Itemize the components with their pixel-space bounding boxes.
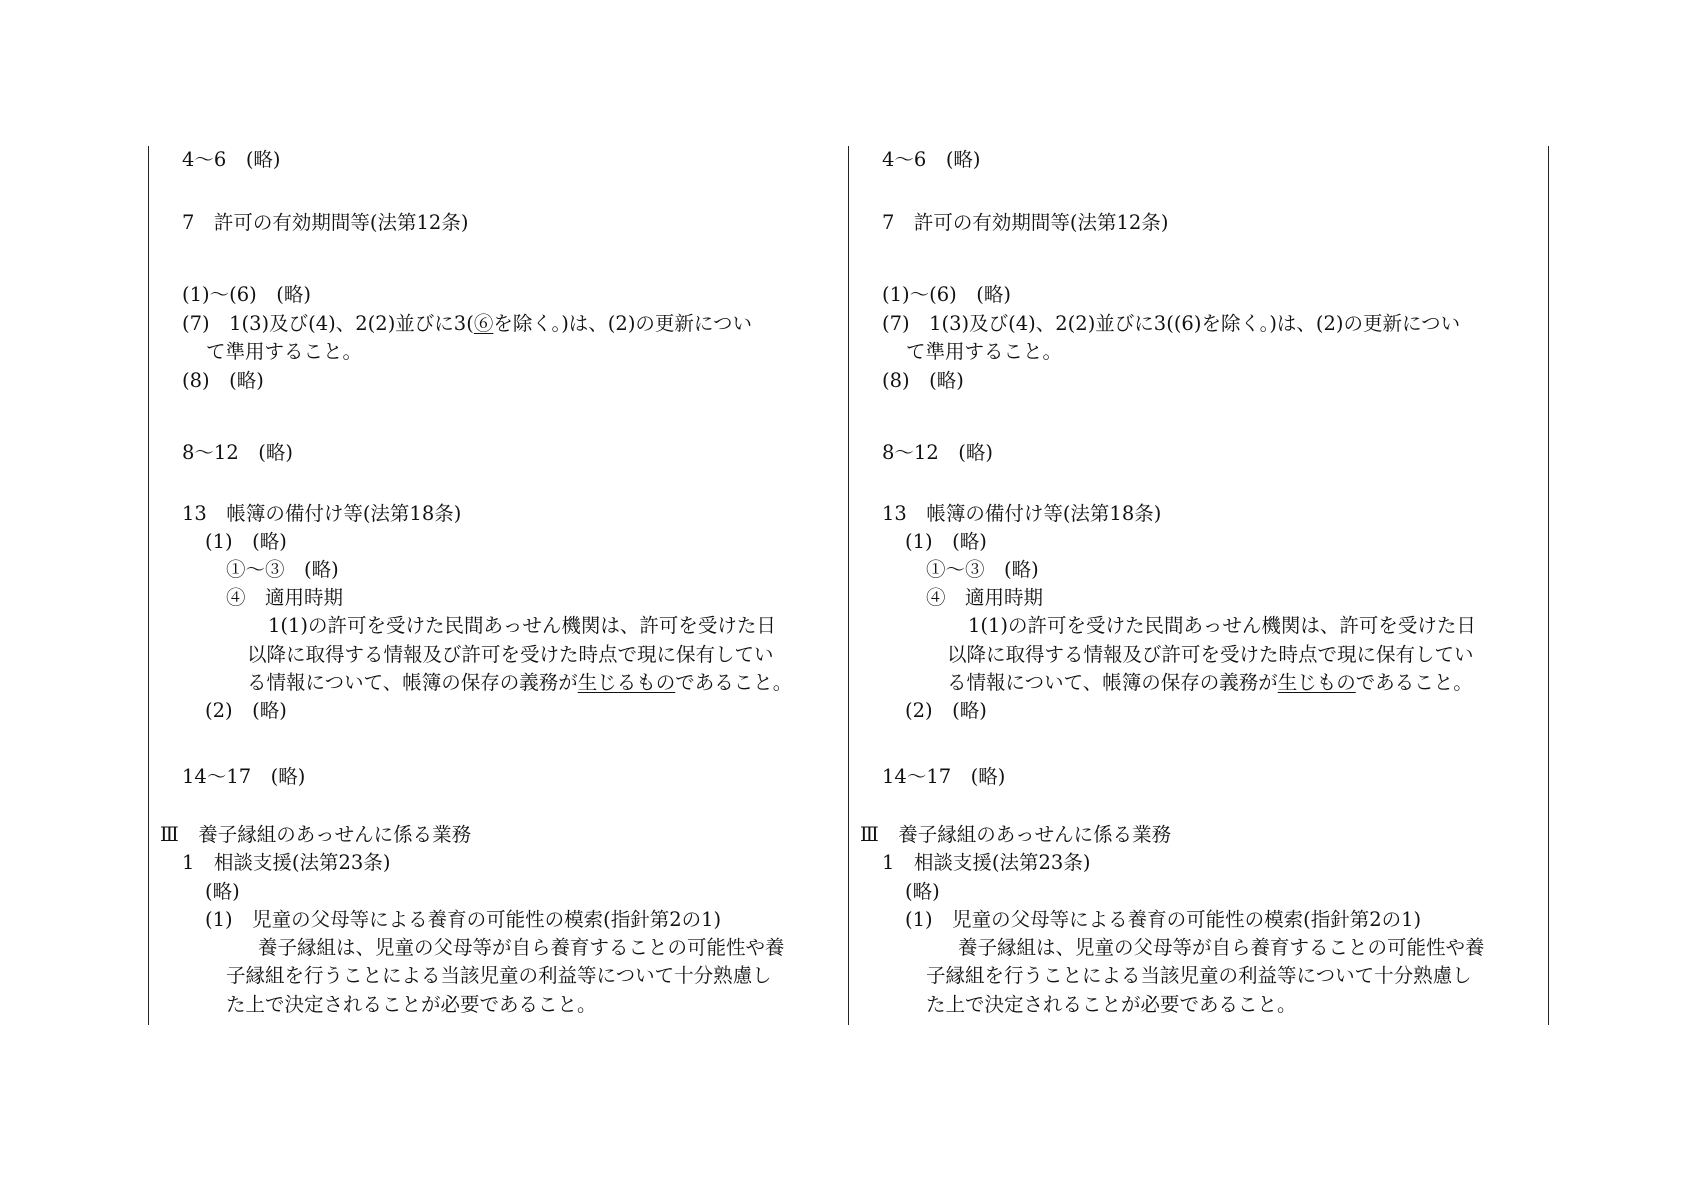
section-13-item-1: (1) (略) xyxy=(205,530,287,553)
section-1-item-1-body-1: 養子縁組は、児童の父母等が自ら養育することの可能性や養 xyxy=(958,936,1485,959)
item-7 xyxy=(882,310,1460,338)
item-7-text-c: を除く。)は、(2)の更新につい xyxy=(493,312,753,335)
section-13-item-2: (2) (略) xyxy=(205,699,287,722)
section-1-omitted: (略) xyxy=(205,880,240,903)
section-4-6: 4～6 (略) xyxy=(882,148,981,171)
subitem-4: ④ 適用時期 xyxy=(926,586,1044,609)
section-13-heading: 13 帳簿の備付け等(法第18条) xyxy=(182,502,462,525)
item-1-6: (1)～(6) (略) xyxy=(882,283,1011,306)
section-1-item-1-body-2: 子縁組を行うことによる当該児童の利益等について十分熟慮し xyxy=(226,964,772,987)
subitem-4-body-3 xyxy=(947,669,1473,697)
item-7-cont: て準用すること。 xyxy=(906,340,1063,363)
subitem-4-body-1: 1(1)の許可を受けた民間あっせん機関は、許可を受けた日 xyxy=(968,614,1476,637)
chapter-3-heading: Ⅲ 養子縁組のあっせんに係る業務 xyxy=(860,823,1172,846)
section-1-heading: 1 相談支援(法第23条) xyxy=(182,851,391,874)
body-3-amended: 生じるもの xyxy=(577,671,676,694)
section-1-item-1: (1) 児童の父母等による養育の可能性の模索(指針第2の1) xyxy=(905,908,1422,931)
item-7-current: (6) xyxy=(1173,312,1202,335)
section-8-12: 8～12 (略) xyxy=(882,441,993,464)
item-7-text-c: を除く。)は、(2)の更新につい xyxy=(1201,312,1461,335)
right-outer-rule xyxy=(1548,146,1549,1025)
section-1-item-1-body-2: 子縁組を行うことによる当該児童の利益等について十分熟慮し xyxy=(926,964,1472,987)
body-3-text-c: であること。 xyxy=(675,671,793,694)
section-4-6: 4～6 (略) xyxy=(182,148,281,171)
section-14-17: 14～17 (略) xyxy=(182,765,306,788)
section-1-omitted: (略) xyxy=(905,880,940,903)
subitem-4-body-2: 以降に取得する情報及び許可を受けた時点で現に保有してい xyxy=(247,643,774,666)
item-7-text-a: (7) 1(3)及び(4)、2(2)並びに3( xyxy=(182,312,474,335)
item-8: (8) (略) xyxy=(182,369,264,392)
chapter-3-heading: Ⅲ 養子縁組のあっせんに係る業務 xyxy=(160,823,472,846)
item-8: (8) (略) xyxy=(882,369,964,392)
section-14-17: 14～17 (略) xyxy=(882,765,1006,788)
body-3-text-c: であること。 xyxy=(1355,671,1473,694)
body-3-text-a: る情報について、帳簿の保存の義務が xyxy=(947,671,1278,694)
section-1-item-1-body-1: 養子縁組は、児童の父母等が自ら養育することの可能性や養 xyxy=(258,936,785,959)
section-13-heading: 13 帳簿の備付け等(法第18条) xyxy=(882,502,1162,525)
section-1-item-1-body-3: た上で決定されることが必要であること。 xyxy=(226,993,597,1016)
section-1-item-1: (1) 児童の父母等による養育の可能性の模索(指針第2の1) xyxy=(205,908,722,931)
section-7-heading: 7 許可の有効期間等(法第12条) xyxy=(882,211,1169,234)
subitem-4-body-2: 以降に取得する情報及び許可を受けた時点で現に保有してい xyxy=(947,643,1474,666)
item-7-amended: ⑥ xyxy=(473,312,494,335)
subitem-4: ④ 適用時期 xyxy=(226,586,344,609)
section-8-12: 8～12 (略) xyxy=(182,441,293,464)
section-13-item-1: (1) (略) xyxy=(905,530,987,553)
section-13-item-2: (2) (略) xyxy=(905,699,987,722)
body-3-current: 生じもの xyxy=(1277,671,1356,694)
subitem-4-body-3 xyxy=(247,669,792,697)
subitem-1-3: ①～③ (略) xyxy=(926,558,1039,581)
subitem-4-body-1: 1(1)の許可を受けた民間あっせん機関は、許可を受けた日 xyxy=(268,614,776,637)
item-1-6: (1)～(6) (略) xyxy=(182,283,311,306)
subitem-1-3: ①～③ (略) xyxy=(226,558,339,581)
item-7-cont: て準用すること。 xyxy=(206,340,363,363)
left-outer-rule xyxy=(148,146,149,1025)
body-3-text-a: る情報について、帳簿の保存の義務が xyxy=(247,671,578,694)
item-7-text-a: (7) 1(3)及び(4)、2(2)並びに3( xyxy=(882,312,1174,335)
section-7-heading: 7 許可の有効期間等(法第12条) xyxy=(182,211,469,234)
item-7 xyxy=(182,310,752,338)
section-1-item-1-body-3: た上で決定されることが必要であること。 xyxy=(926,993,1297,1016)
section-1-heading: 1 相談支援(法第23条) xyxy=(882,851,1091,874)
center-divider xyxy=(848,146,849,1025)
